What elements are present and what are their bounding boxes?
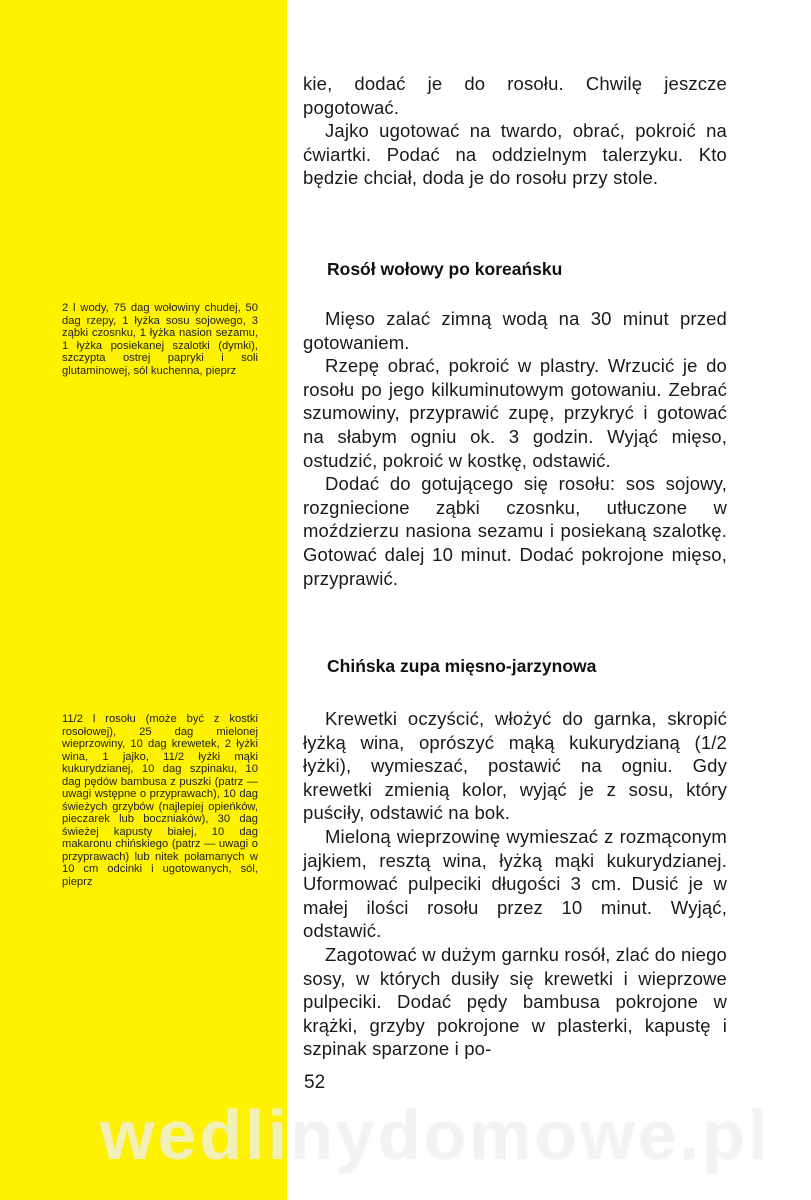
continuation-paragraph-1: kie, dodać je do rosołu. Chwilę jeszcze pogotować.: [303, 73, 727, 118]
korean-paragraph-1: Mięso zalać zimną wodą na 30 minut przed gotowaniem.: [303, 308, 727, 353]
chinese-paragraph-2: Mieloną wieprzowinę wymieszać z rozmąconym jajkiem, resztą wina, łyżką mąki kukurydzianej. Uformować pulpeciki długości 3 cm. Dusić je w małej ilości rosołu przez 10 minut. Wyjąć, odstawić.: [303, 825, 727, 942]
recipe-title-korean: Rosół wołowy po koreańsku: [327, 259, 563, 279]
page-number: 52: [304, 1072, 326, 1093]
site-watermark: wedlinydomowe.pl: [100, 1096, 771, 1174]
continuation-paragraph-2: Jajko ugotować na twardo, obrać, pokroić na ćwiartki. Podać na oddzielnym talerzyku. Kto będzie chciał, doda je do rosołu przy stole.: [303, 120, 727, 189]
recipe-body-chinese: [303, 707, 727, 1061]
chinese-paragraph-3: Zagotować w dużym garnku rosół, zlać do niego sosy, w których dusiły się krewetki i wieprzowe pulpeciki. Dodać pędy bambusa pokrojone w krążki, grzyby pokrojone w plasterki, kapustę i szpinak sparzone i po-: [303, 943, 727, 1060]
yellow-margin-band: [0, 0, 287, 1200]
korean-paragraph-3: Dodać do gotującego się rosołu: sos sojowy, rozgniecione ząbki czosnku, utłuczone w moździerzu nasiona sezamu i posiekaną szalotkę. Gotować dalej 10 minut. Dodać pokrojone mięso, przyprawić.: [303, 473, 727, 589]
recipe-body-korean: [303, 307, 727, 590]
ingredients-korean-soup: 2 l wody, 75 dag wołowiny chudej, 50 dag rzepy, 1 łyżka sosu sojowego, 3 ząbki czosnku, 1 łyżka nasion sezamu, 1 łyżka posiekanej szalotki (dymki), szczypta ostrej papryki i soli glutaminowej, sól kuchenna, pieprz: [62, 302, 258, 377]
chinese-paragraph-1: Krewetki oczyścić, włożyć do garnka, skropić łyżką wina, oprószyć mąką kukurydzianą (1/2 łyżki), wymieszać, postawić na ogniu. Gdy krewetki zmienią kolor, wyjąć je z sosu, który puściły, odstawić na bok.: [303, 708, 727, 824]
ingredients-chinese-soup: 11/2 l rosołu (może być z kostki rosołowej), 25 dag mielonej wieprzowiny, 10 dag krewetek, 2 łyżki wina, 1 jajko, 11/2 łyżki mąki kukurydzianej, 10 dag szpinaku, 10 dag pędów bambusa z puszki (patrz — uwagi wstępne o przyprawach), 10 dag świeżych grzybów (najlepiej opieńków, pieczarek lub boczniaków), 30 dag świeżej kapusty białej, 10 dag makaronu chińskiego (patrz — uwagi o przyprawach) lub nitek połamanych w 10 cm odcinki i ugotowanych, sól, pieprz: [62, 713, 258, 888]
recipe-title-chinese: Chińska zupa mięsno-jarzynowa: [327, 656, 597, 676]
previous-recipe-continuation: [303, 72, 727, 190]
korean-paragraph-2: Rzepę obrać, pokroić w plastry. Wrzucić je do rosołu po jego kilkuminutowym gotowaniu. Zebrać szumowiny, przyprawić zupę, przykryć i gotować na słabym ogniu ok. 3 godzin. Wyjąć mięso, ostudzić, pokroić w kostkę, odstawić.: [303, 355, 727, 471]
